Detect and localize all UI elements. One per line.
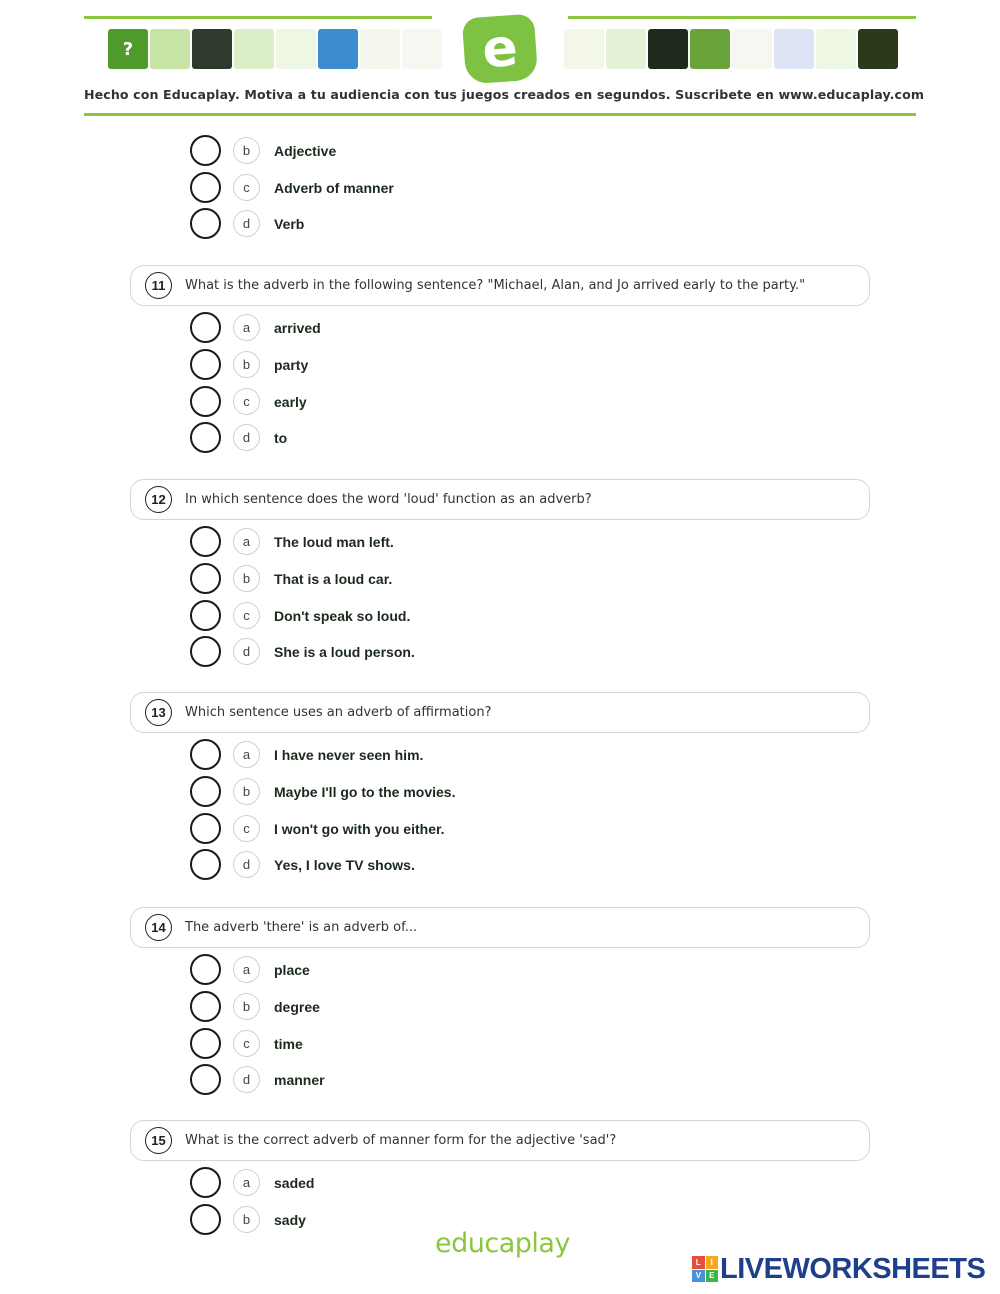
radio-button[interactable] xyxy=(190,526,221,557)
answer-option[interactable] xyxy=(190,172,394,203)
option-text: place xyxy=(274,961,310,978)
answer-option[interactable] xyxy=(190,636,415,667)
radio-button[interactable] xyxy=(190,422,221,453)
radio-button[interactable] xyxy=(190,991,221,1022)
radio-button[interactable] xyxy=(190,776,221,807)
liveworksheets-wordmark: LIVEWORKSHEETS xyxy=(720,1252,986,1285)
answer-option[interactable] xyxy=(190,312,321,343)
radio-button[interactable] xyxy=(190,1028,221,1059)
option-letter: d xyxy=(233,210,260,237)
answer-option[interactable] xyxy=(190,386,307,417)
radio-button[interactable] xyxy=(190,1167,221,1198)
option-letter: a xyxy=(233,528,260,555)
answer-option[interactable] xyxy=(190,813,445,844)
crossword-puzzle-icon xyxy=(192,29,232,69)
question-text: What is the adverb in the following sentence? "Michael, Alan, and Jo arrived early to the party." xyxy=(185,278,806,293)
radio-button[interactable] xyxy=(190,636,221,667)
option-letter: c xyxy=(233,174,260,201)
radio-button[interactable] xyxy=(190,349,221,380)
liveworksheets-logo xyxy=(692,1254,985,1284)
radio-button[interactable] xyxy=(190,172,221,203)
radio-button[interactable] xyxy=(190,1204,221,1235)
radio-button[interactable] xyxy=(190,386,221,417)
option-text: I won't go with you either. xyxy=(274,820,445,837)
answer-option[interactable] xyxy=(190,991,320,1022)
game-tiles-left xyxy=(108,29,442,69)
checklist-icon xyxy=(774,29,814,69)
answer-option[interactable] xyxy=(190,135,336,166)
question-box xyxy=(130,907,870,948)
answer-option[interactable] xyxy=(190,739,423,770)
option-text: Yes, I love TV shows. xyxy=(274,856,415,873)
option-letter: a xyxy=(233,741,260,768)
answer-option[interactable] xyxy=(190,422,287,453)
live-badge-letter: E xyxy=(706,1270,719,1283)
answer-option[interactable] xyxy=(190,1064,325,1095)
option-letter: b xyxy=(233,1206,260,1233)
option-letter: c xyxy=(233,1030,260,1057)
option-text: degree xyxy=(274,998,320,1015)
question-text: The adverb 'there' is an adverb of... xyxy=(185,920,418,935)
world-map-icon xyxy=(318,29,358,69)
memory-grid-icon xyxy=(360,29,400,69)
option-text: to xyxy=(274,429,288,446)
writing-icon xyxy=(816,29,856,69)
frog-icon xyxy=(276,29,316,69)
question-number: 14 xyxy=(145,914,172,941)
option-text: Don't speak so loud. xyxy=(274,607,411,624)
option-letter: d xyxy=(233,424,260,451)
educaplay-footer-logo: educaplay xyxy=(435,1228,570,1259)
radio-button[interactable] xyxy=(190,600,221,631)
option-letter: c xyxy=(233,815,260,842)
radio-button[interactable] xyxy=(190,208,221,239)
option-text: Adjective xyxy=(274,142,337,159)
question-box xyxy=(130,692,870,733)
question-box xyxy=(130,265,870,306)
option-letter: a xyxy=(233,314,260,341)
question-number: 15 xyxy=(145,1127,172,1154)
answer-option[interactable] xyxy=(190,600,410,631)
question-text: Which sentence uses an adverb of affirmation? xyxy=(185,705,492,720)
word-search-icon xyxy=(732,29,772,69)
true-false-icon xyxy=(690,29,730,69)
option-text: The loud man left. xyxy=(274,533,394,550)
question-number: 11 xyxy=(145,272,172,299)
banner-divider xyxy=(568,16,916,19)
live-badge-letter: I xyxy=(706,1256,719,1269)
option-letter: b xyxy=(233,137,260,164)
question-text: What is the correct adverb of manner form for the adjective 'sad'? xyxy=(185,1133,617,1148)
question-box xyxy=(130,479,870,520)
live-badge-icon xyxy=(692,1256,718,1282)
answer-option[interactable] xyxy=(190,1028,303,1059)
radio-button[interactable] xyxy=(190,135,221,166)
option-text: That is a loud car. xyxy=(274,570,393,587)
answer-option[interactable] xyxy=(190,208,304,239)
option-text: manner xyxy=(274,1071,325,1088)
option-text: sady xyxy=(274,1211,306,1228)
letter-wheel-icon xyxy=(648,29,688,69)
question-number: 12 xyxy=(145,486,172,513)
answer-option[interactable] xyxy=(190,849,415,880)
option-letter: b xyxy=(233,778,260,805)
radio-button[interactable] xyxy=(190,312,221,343)
option-letter: c xyxy=(233,388,260,415)
game-tiles-right xyxy=(564,29,898,69)
memo-card-icon xyxy=(402,29,442,69)
option-letter: a xyxy=(233,1169,260,1196)
answer-option[interactable] xyxy=(190,349,308,380)
option-letter: b xyxy=(233,993,260,1020)
radio-button[interactable] xyxy=(190,813,221,844)
video-quiz-icon xyxy=(858,29,898,69)
question-number: 13 xyxy=(145,699,172,726)
option-text: Verb xyxy=(274,215,305,232)
banner-tagline: Hecho con Educaplay. Motiva a tu audiencia con tus juegos creados en segundos. Suscribete en www.educaplay.com xyxy=(84,87,925,102)
radio-button[interactable] xyxy=(190,563,221,594)
educaplay-e-logo: e xyxy=(462,14,538,85)
option-letter: c xyxy=(233,602,260,629)
live-badge-letter: L xyxy=(692,1256,705,1269)
option-text: Maybe I'll go to the movies. xyxy=(274,783,456,800)
radio-button[interactable] xyxy=(190,954,221,985)
live-badge-letter: V xyxy=(692,1270,705,1283)
speech-bubble-icon xyxy=(234,29,274,69)
option-letter: b xyxy=(233,565,260,592)
banner-divider xyxy=(84,16,432,19)
pairs-icon xyxy=(606,29,646,69)
radio-button[interactable] xyxy=(190,739,221,770)
option-text: She is a loud person. xyxy=(274,643,415,660)
answer-option[interactable] xyxy=(190,1167,314,1198)
option-text: early xyxy=(274,393,307,410)
option-letter: d xyxy=(233,638,260,665)
answer-option[interactable] xyxy=(190,563,392,594)
question-mark-icon: ? xyxy=(108,29,148,69)
option-text: party xyxy=(274,356,309,373)
radio-button[interactable] xyxy=(190,1064,221,1095)
board-game-icon xyxy=(150,29,190,69)
radio-button[interactable] xyxy=(190,849,221,880)
option-letter: b xyxy=(233,351,260,378)
option-text: saded xyxy=(274,1174,315,1191)
option-letter: d xyxy=(233,851,260,878)
option-text: Adverb of manner xyxy=(274,179,394,196)
answer-option[interactable] xyxy=(190,1204,306,1235)
option-letter: d xyxy=(233,1066,260,1093)
banner-divider xyxy=(84,113,916,116)
option-text: time xyxy=(274,1035,303,1052)
option-text: arrived xyxy=(274,319,321,336)
pen-icon xyxy=(564,29,604,69)
question-box xyxy=(130,1120,870,1161)
answer-option[interactable] xyxy=(190,776,455,807)
answer-option[interactable] xyxy=(190,526,394,557)
option-letter: a xyxy=(233,956,260,983)
question-text: In which sentence does the word 'loud' function as an adverb? xyxy=(185,492,592,507)
educaplay-banner[interactable] xyxy=(84,14,925,118)
answer-option[interactable] xyxy=(190,954,310,985)
option-text: I have never seen him. xyxy=(274,746,424,763)
